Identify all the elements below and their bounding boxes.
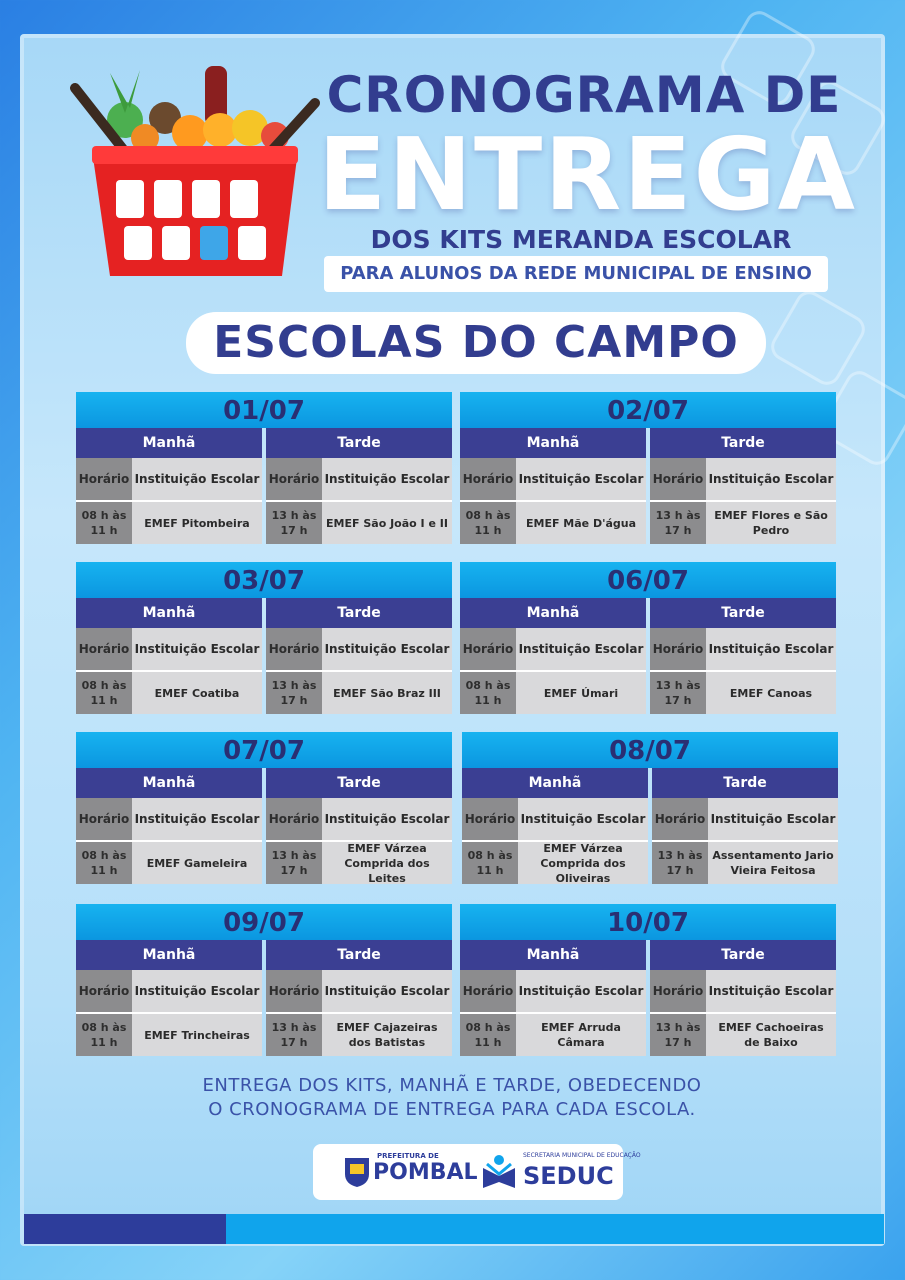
basket-illustration: [70, 58, 320, 283]
school-header: Instituição Escolar: [706, 458, 836, 502]
card-date: 06/07: [460, 562, 836, 598]
school-header: Instituição Escolar: [708, 798, 838, 842]
afternoon-time: 13 h às 17 h: [657, 849, 703, 877]
morning-school: EMEF Úmari: [543, 686, 619, 700]
morning-header: Manhã: [462, 768, 648, 798]
morning-header: Manhã: [76, 768, 262, 798]
time-header: Horário: [650, 458, 706, 502]
bottom-bar-dark: [24, 1214, 226, 1244]
schedule-card: [76, 904, 452, 1056]
morning-header: Manhã: [76, 598, 262, 628]
time-header: Horário: [266, 798, 322, 842]
time-header: Horário: [650, 970, 706, 1014]
afternoon-school: EMEF Canoas: [729, 686, 813, 700]
morning-school: EMEF Pitombeira: [144, 516, 250, 530]
school-header: Instituição Escolar: [132, 798, 262, 842]
school-header: Instituição Escolar: [706, 970, 836, 1014]
time-header: Horário: [266, 970, 322, 1014]
morning-time: 08 h às 11 h: [465, 509, 511, 537]
time-header: Horário: [266, 628, 322, 672]
seduc-book-icon: [479, 1152, 519, 1192]
card-date: 09/07: [76, 904, 452, 940]
morning-school: EMEF Coatiba: [154, 686, 240, 700]
afternoon-school: EMEF São Braz III: [333, 686, 441, 700]
morning-time: 08 h às 11 h: [81, 849, 127, 877]
seduc-logo: SEDUC: [523, 1162, 614, 1190]
afternoon-header: Tarde: [266, 598, 452, 628]
time-header: Horário: [652, 798, 708, 842]
time-header: Horário: [76, 798, 132, 842]
schedule-card: [460, 904, 836, 1056]
pombal-crest-icon: [343, 1156, 371, 1188]
morning-header: Manhã: [460, 940, 646, 970]
afternoon-time: 13 h às 17 h: [655, 1021, 701, 1049]
morning-time: 08 h às 11 h: [467, 849, 513, 877]
afternoon-school: EMEF São João I e II: [326, 516, 448, 530]
footer-line-2: O CRONOGRAMA DE ENTREGA PARA CADA ESCOLA.: [208, 1099, 696, 1120]
morning-school: EMEF Trincheiras: [144, 1028, 250, 1042]
morning-time: 08 h às 11 h: [465, 1021, 511, 1049]
afternoon-school: Assentamento Jario Vieira Feitosa: [712, 849, 834, 877]
afternoon-time: 13 h às 17 h: [271, 849, 317, 877]
afternoon-time: 13 h às 17 h: [655, 679, 701, 707]
school-header: Instituição Escolar: [518, 798, 648, 842]
afternoon-header: Tarde: [650, 428, 836, 458]
pombal-logo-top: PREFEITURA DE: [377, 1152, 439, 1160]
school-header: Instituição Escolar: [132, 458, 262, 502]
time-header: Horário: [460, 458, 516, 502]
subtitle-kits: DOS KITS MERANDA ESCOLAR: [370, 225, 792, 254]
time-header: Horário: [76, 458, 132, 502]
morning-school: EMEF Arruda Câmara: [541, 1021, 621, 1049]
card-date: 08/07: [462, 732, 838, 768]
school-header: Instituição Escolar: [132, 628, 262, 672]
footer-line-1: ENTREGA DOS KITS, MANHÃ E TARDE, OBEDECENDO: [202, 1075, 702, 1096]
time-header: Horário: [650, 628, 706, 672]
time-header: Horário: [462, 798, 518, 842]
school-header: Instituição Escolar: [322, 798, 452, 842]
afternoon-header: Tarde: [266, 940, 452, 970]
school-header: Instituição Escolar: [516, 458, 646, 502]
footer-note: [120, 1074, 784, 1122]
schedule-card: [76, 392, 452, 544]
schedule-card: [460, 562, 836, 714]
morning-header: Manhã: [460, 598, 646, 628]
afternoon-header: Tarde: [266, 428, 452, 458]
afternoon-time: 13 h às 17 h: [271, 509, 317, 537]
logo-strip: [313, 1144, 641, 1200]
schedule-card: [76, 562, 452, 714]
pombal-logo: POMBAL: [373, 1160, 478, 1185]
subtitle-rede: PARA ALUNOS DA REDE MUNICIPAL DE ENSINO: [324, 256, 828, 292]
morning-header: Manhã: [460, 428, 646, 458]
afternoon-school: EMEF Cachoeiras de Baixo: [718, 1021, 824, 1049]
bottom-bar: [24, 1214, 884, 1244]
morning-school: EMEF Várzea Comprida dos Oliveiras: [540, 841, 626, 885]
school-header: Instituição Escolar: [132, 970, 262, 1014]
morning-time: 08 h às 11 h: [81, 509, 127, 537]
schedule-card: [460, 392, 836, 544]
seduc-logo-top: SECRETARIA MUNICIPAL DE EDUCAÇÃO: [523, 1152, 641, 1159]
afternoon-school: EMEF Flores e São Pedro: [714, 509, 828, 537]
title-entrega: ENTREGA: [318, 116, 857, 233]
schedule-card: [76, 732, 452, 884]
card-date: 03/07: [76, 562, 452, 598]
morning-school: EMEF Gameleira: [146, 856, 248, 870]
title-cronograma: CRONOGRAMA DE: [326, 66, 842, 124]
time-header: Horário: [460, 970, 516, 1014]
afternoon-time: 13 h às 17 h: [655, 509, 701, 537]
card-date: 07/07: [76, 732, 452, 768]
school-header: Instituição Escolar: [322, 458, 452, 502]
school-header: Instituição Escolar: [322, 970, 452, 1014]
card-date: 01/07: [76, 392, 452, 428]
afternoon-time: 13 h às 17 h: [271, 1021, 317, 1049]
schedule-card: [462, 732, 838, 884]
afternoon-header: Tarde: [266, 768, 452, 798]
time-header: Horário: [76, 970, 132, 1014]
afternoon-school: EMEF Cajazeiras dos Batistas: [336, 1021, 438, 1049]
afternoon-header: Tarde: [650, 598, 836, 628]
morning-header: Manhã: [76, 428, 262, 458]
morning-time: 08 h às 11 h: [81, 1021, 127, 1049]
time-header: Horário: [266, 458, 322, 502]
morning-time: 08 h às 11 h: [465, 679, 511, 707]
afternoon-school: EMEF Várzea Comprida dos Leites: [344, 841, 430, 885]
time-header: Horário: [76, 628, 132, 672]
afternoon-header: Tarde: [652, 768, 838, 798]
morning-school: EMEF Mãe D'água: [525, 516, 637, 530]
school-header: Instituição Escolar: [516, 628, 646, 672]
school-header: Instituição Escolar: [706, 628, 836, 672]
section-title: ESCOLAS DO CAMPO: [186, 312, 766, 374]
afternoon-header: Tarde: [650, 940, 836, 970]
card-date: 02/07: [460, 392, 836, 428]
bottom-bar-light: [226, 1214, 884, 1244]
morning-time: 08 h às 11 h: [81, 679, 127, 707]
school-header: Instituição Escolar: [516, 970, 646, 1014]
morning-header: Manhã: [76, 940, 262, 970]
afternoon-time: 13 h às 17 h: [271, 679, 317, 707]
card-date: 10/07: [460, 904, 836, 940]
time-header: Horário: [460, 628, 516, 672]
school-header: Instituição Escolar: [322, 628, 452, 672]
